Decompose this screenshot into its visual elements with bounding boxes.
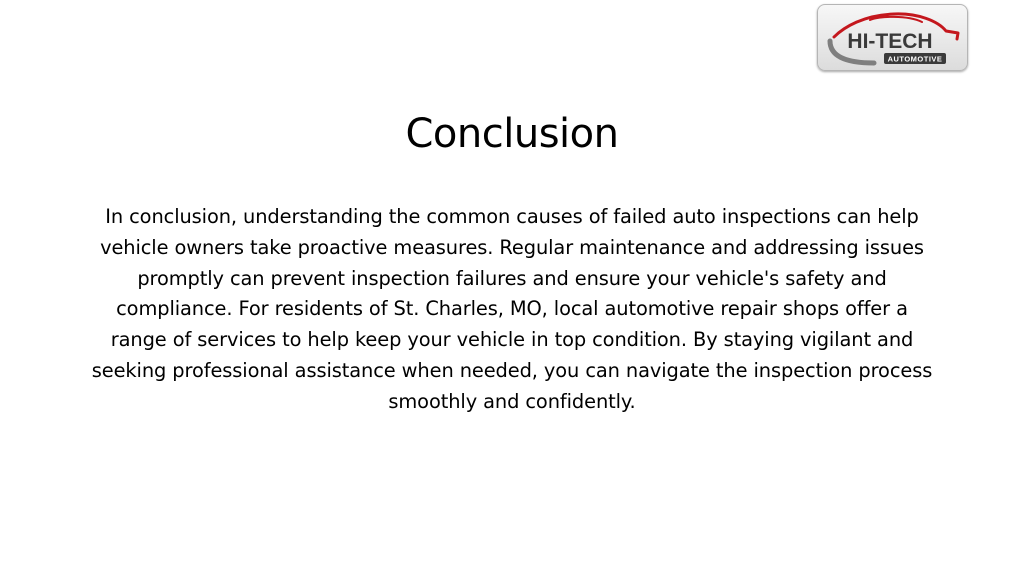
logo-brand-text: HI-TECH [847,30,933,53]
car-logo-icon [818,5,969,72]
slide-body-text: In conclusion, understanding the common causes of failed auto inspections can help vehicle owners take proactive measures. Regular maintenance and addressing issues promptly can prevent inspection failures and ensure your vehicle's safety and compliance. For residents of St. Charles, MO, local automotive repair shops offer a range of services to help keep your vehicle in top condition. By staying vigilant and seeking professional assistance when needed, you can navigate the inspection process smoothly and confidently. [91,205,933,413]
hi-tech-automotive-logo [817,4,968,71]
slide-title: Conclusion [405,111,619,157]
logo-tagline-text: AUTOMOTIVE [887,54,943,64]
